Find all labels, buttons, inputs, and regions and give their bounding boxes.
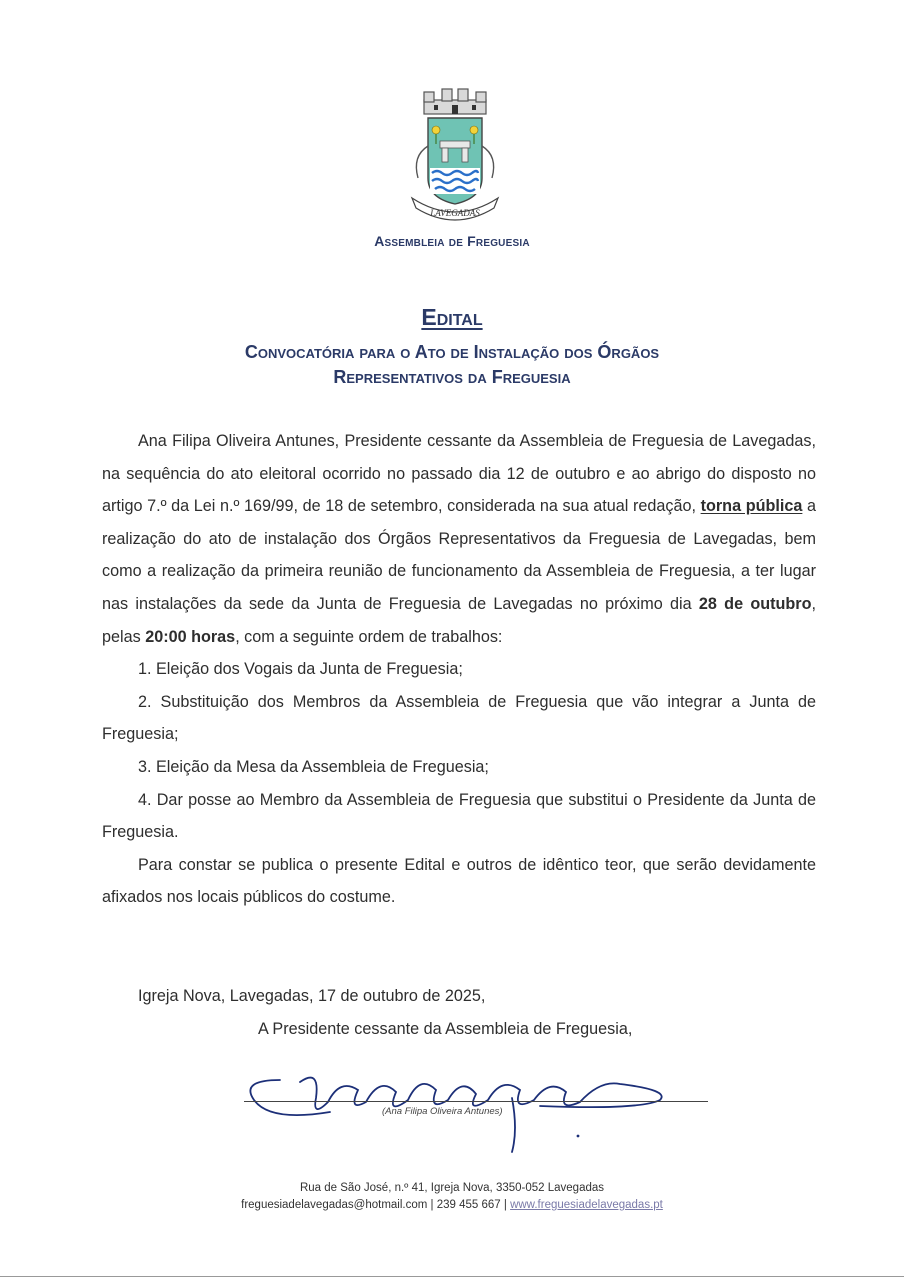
footer-phone: 239 455 667 [436,1199,501,1211]
intro-text-2: a realização do ato de instalação dos Órgãos Representativos da Freguesia de Lavegadas, bem como a realização da primeira reunião de funcionamento da Assembleia de Freguesia, a ter lugar nas instalações da sede da Junta de Freguesia de Lavegadas no próximo dia [102,497,816,613]
footer-contacts [0,1197,904,1214]
signature-line [244,1101,708,1102]
footer-separator: | [500,1199,511,1211]
agenda-item: 1. Eleição dos Vogais da Junta de Freguesia; [138,660,463,679]
signatory-name: (Ana Filipa Oliveira Antunes) [382,1106,503,1117]
intro-text-1: Ana Filipa Oliveira Antunes, Presidente cessante da Assembleia de Freguesia de Lavegadas, na sequência do ato eleitoral ocorrido no passado dia 12 de outubro e ao abrigo do disposto no artigo 7.º da Lei n.º 169/99, de 18 de setembro, considerada na sua atual redação, [102,432,816,516]
footer-email: freguesiadelavegadas@hotmail.com [241,1199,428,1211]
document-subtitle [110,340,794,390]
footer [0,1180,904,1214]
footer-separator: | [427,1199,437,1211]
closing-paragraph: Para constar se publica o presente Edital e outros de idêntico teor, que serão devidamente afixados nos locais públicos do costume. [102,855,816,907]
crest-ribbon-text: LAVEGADAS [430,208,480,218]
intro-emphasis: torna pública [700,497,803,516]
agenda-item: 2. Substituição dos Membros da Assembleia de Freguesia que vão integrar a Junta de Freguesia; [102,692,816,744]
meeting-time: 20:00 horas [145,627,236,646]
handwritten-signature [240,1040,680,1160]
subtitle-line-1: Convocatória para o Ato de Instalação dos Órgãos [244,342,660,362]
document-title: Edital [421,304,483,330]
signatory-role: A Presidente cessante da Assembleia de Freguesia, [258,1020,633,1038]
meeting-date: 28 de outubro [698,594,812,613]
intro-text-4: , com a seguinte ordem de trabalhos: [235,627,503,646]
coat-of-arms-icon [390,86,520,226]
place-and-date: Igreja Nova, Lavegadas, 17 de outubro de 2025, [138,987,486,1005]
edital-body [102,425,816,914]
footer-website-link[interactable]: www.freguesiadelavegadas.pt [510,1199,663,1211]
intro-paragraph [102,425,816,653]
page-bottom-rule [0,1276,904,1277]
footer-address: Rua de São José, n.º 41, Igreja Nova, 3350-052 Lavegadas [299,1182,605,1194]
agenda-item: 3. Eleição da Mesa da Assembleia de Freguesia; [138,757,489,776]
agenda-item: 4. Dar posse ao Membro da Assembleia de Freguesia que substitui o Presidente da Junta de Freguesia. [102,790,816,842]
organization-name: Assembleia de Freguesia [374,233,530,249]
subtitle-line-2: Representativos da Freguesia [333,367,571,387]
intro-text-3: , pelas [102,594,816,646]
